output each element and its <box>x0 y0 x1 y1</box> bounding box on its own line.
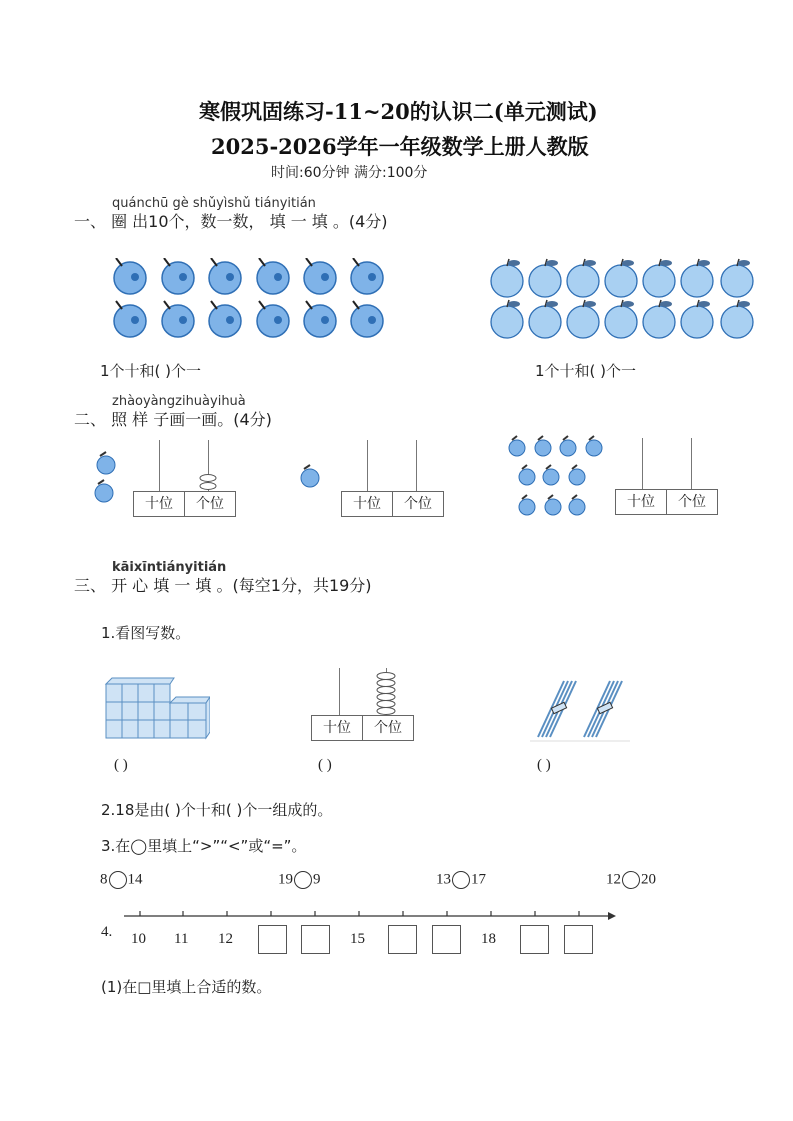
blueberry-icon <box>351 258 383 294</box>
apple-cluster <box>505 433 605 523</box>
apple-icon <box>643 259 675 297</box>
question-1: 1.看图写数。 <box>101 624 191 642</box>
blueberry-icon <box>304 301 336 337</box>
section1-heading: 一、 圈 出10个，数一数， 填 一 填 。(4分) <box>74 212 388 231</box>
tens-label: 十位 <box>323 720 351 736</box>
tick-label: 10 <box>131 931 146 947</box>
blueberry-icon <box>209 258 241 294</box>
place-value-table <box>133 491 236 517</box>
number-box[interactable] <box>520 925 549 954</box>
apple-icon <box>567 259 599 297</box>
compare-circle-icon[interactable] <box>294 871 312 889</box>
compare-circle-icon[interactable] <box>109 871 127 889</box>
blueberry-icon <box>114 258 146 294</box>
place-value-table <box>311 715 414 741</box>
tens-label: 十位 <box>353 496 381 512</box>
question-4-sub: (1)在□里填上合适的数。 <box>101 978 272 996</box>
ones-label: 个位 <box>362 716 413 740</box>
compare-right: 17 <box>471 871 486 888</box>
section3-pinyin: kāixīntiányitián <box>112 560 227 575</box>
section3-heading: 三、 开 心 填 一 填 。(每空1分，共19分) <box>74 576 372 595</box>
number-box[interactable] <box>564 925 593 954</box>
ones-label: 个位 <box>666 490 717 514</box>
compare-right: 20 <box>641 871 656 888</box>
blueberry-icon <box>114 301 146 337</box>
compare-circle-icon[interactable] <box>622 871 640 889</box>
number-box[interactable] <box>258 925 287 954</box>
apple-icon <box>721 300 753 338</box>
apple-icon <box>95 480 113 502</box>
place-value-table <box>341 491 444 517</box>
title-line-1: 寒假巩固练习-11~20的认识二(单元测试) <box>199 99 598 124</box>
tens-label: 十位 <box>145 496 173 512</box>
apple-icon <box>97 452 115 474</box>
tens-rod <box>339 668 340 716</box>
apple-group <box>485 256 765 341</box>
question-2[interactable]: 2.18是由( )个十和( )个一组成的。 <box>101 801 333 819</box>
section1-pinyin: quánchū gè shǔyìshǔ tiányitián <box>112 196 316 211</box>
cube-blocks <box>104 676 210 740</box>
section1-right-answer[interactable]: 1个十和( )个一 <box>535 362 637 380</box>
apple-icon <box>491 300 523 338</box>
answer-paren-2[interactable]: ( ) <box>318 757 332 773</box>
tens-label: 十位 <box>627 494 655 510</box>
blueberry-icon <box>351 301 383 337</box>
compare-left: 12 <box>606 871 621 888</box>
ones-label: 个位 <box>184 492 235 516</box>
blueberry-group <box>100 258 400 343</box>
answer-paren-3[interactable]: ( ) <box>537 757 551 773</box>
blueberry-icon <box>162 258 194 294</box>
compare-right: 9 <box>313 871 321 888</box>
compare-2[interactable] <box>278 871 321 889</box>
compare-left: 19 <box>278 871 293 888</box>
apple-icon <box>296 462 326 492</box>
number-box[interactable] <box>301 925 330 954</box>
example-apples <box>90 447 126 507</box>
title-line-2: 2025-2026学年一年级数学上册人教版 <box>211 134 589 159</box>
apple-icon <box>721 259 753 297</box>
compare-circle-icon[interactable] <box>452 871 470 889</box>
stick-bundles <box>530 677 630 743</box>
tens-rod[interactable] <box>642 438 643 490</box>
answer-paren-1[interactable]: ( ) <box>114 757 128 773</box>
compare-3[interactable] <box>436 871 486 889</box>
apple-icon <box>605 259 637 297</box>
compare-4[interactable] <box>606 871 656 889</box>
tick-label: 18 <box>481 931 496 947</box>
number-box[interactable] <box>432 925 461 954</box>
section2-heading: 二、 照 样 子画一画。(4分) <box>74 410 272 429</box>
blueberry-icon <box>257 258 289 294</box>
exam-meta: 时间:60分钟 满分:100分 <box>271 165 428 181</box>
apple-icon <box>681 259 713 297</box>
compare-left: 8 <box>100 871 108 888</box>
apple-icon <box>529 259 561 297</box>
blueberry-icon <box>304 258 336 294</box>
tick-label: 12 <box>218 931 233 947</box>
section1-left-answer[interactable]: 1个十和( )个一 <box>100 362 202 380</box>
apple-icon <box>605 300 637 338</box>
blueberry-icon <box>257 301 289 337</box>
question-3: 3.在◯里填上“>”“<”或“=”。 <box>101 837 307 855</box>
tens-rod <box>159 440 160 492</box>
tens-rod[interactable] <box>367 440 368 492</box>
section2-pinyin: zhàoyàngzihuàyihuà <box>112 394 246 409</box>
blueberry-icon <box>162 301 194 337</box>
compare-left: 13 <box>436 871 451 888</box>
question-4-label: 4. <box>101 924 113 940</box>
abacus-beads-icon <box>374 671 400 717</box>
ones-rod[interactable] <box>691 438 692 490</box>
apple-icon <box>681 300 713 338</box>
apple-icon <box>491 259 523 297</box>
apple-icon <box>529 300 561 338</box>
apple-icon <box>567 300 599 338</box>
ones-label: 个位 <box>392 492 443 516</box>
ones-rod[interactable] <box>416 440 417 492</box>
compare-right: 14 <box>127 871 143 888</box>
tick-label: 15 <box>350 931 365 947</box>
blueberry-icon <box>209 301 241 337</box>
tick-label: 11 <box>174 931 189 947</box>
apple-icon <box>643 300 675 338</box>
place-value-table <box>615 489 718 515</box>
number-box[interactable] <box>388 925 417 954</box>
compare-1[interactable] <box>100 871 143 889</box>
